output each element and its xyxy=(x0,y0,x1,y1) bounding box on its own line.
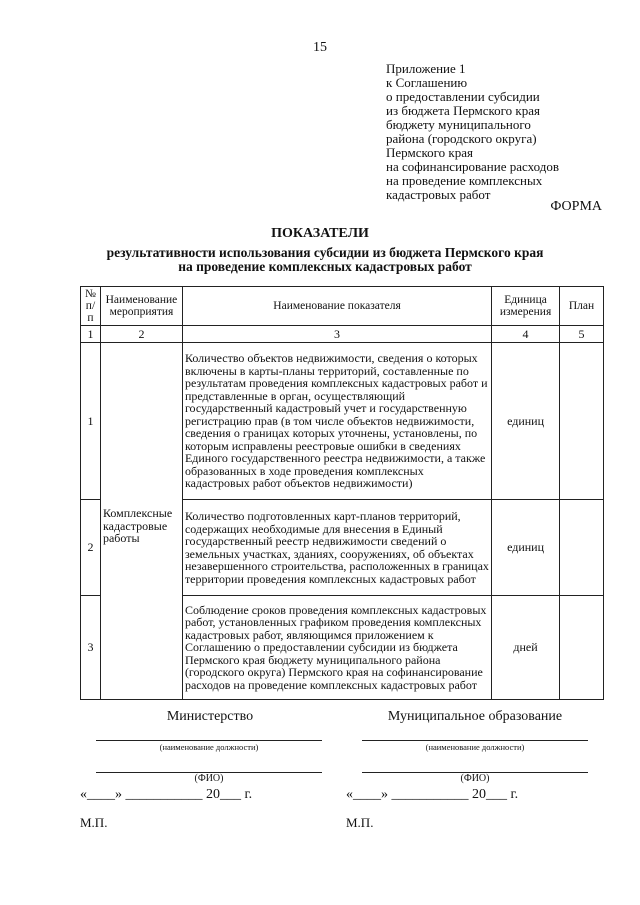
annex-line: бюджету муниципального xyxy=(386,117,531,132)
plan-value xyxy=(560,596,604,700)
indicator-name: Количество объектов недвижимости, сведения о которых включены в карты-планы территорий, составленные по результатам проведения комплексных кадастровых работ и представленные в орган, осуществляющий государственный кадастровый учет и государственную регистрацию прав (в том числе объектов недвижимости, сведения о границах которых уточнены, установлены, по которым исправлены реестровые ошибки в сведениях Единого государственного реестра недвижимости, а также образованных в ходе проведения комплексных кадастровых работ объектов недвижимости) xyxy=(182,343,491,500)
header-unit: Единица измерения xyxy=(492,287,560,326)
annex-line: Пермского края xyxy=(386,145,473,160)
form-label: ФОРМА xyxy=(550,199,602,214)
date-field: «____» ___________ 20___ г. xyxy=(346,787,519,802)
document-subtitle xyxy=(60,246,590,274)
stamp-label: М.П. xyxy=(80,815,108,830)
column-number: 3 xyxy=(182,326,491,343)
indicators-table xyxy=(80,286,604,700)
event-name: Комплексные кадастровые работы xyxy=(100,343,182,700)
table-row xyxy=(81,343,604,500)
annex-line: на проведение комплексных xyxy=(386,173,543,188)
plan-value xyxy=(560,343,604,500)
row-number: 1 xyxy=(81,343,101,500)
table-header-row xyxy=(81,287,604,326)
unit-value: единиц xyxy=(492,343,560,500)
header-plan: План xyxy=(560,287,604,326)
annex-line: из бюджета Пермского края xyxy=(386,103,541,118)
row-number: 2 xyxy=(81,500,101,596)
plan-value xyxy=(560,500,604,596)
position-caption: (наименование должности) xyxy=(159,742,259,752)
subtitle-line: результативности использования субсидии из бюджета Пермского края xyxy=(106,245,544,260)
position-line xyxy=(362,740,588,741)
unit-value: единиц xyxy=(492,500,560,596)
column-number: 2 xyxy=(100,326,182,343)
annex-reference xyxy=(386,62,626,202)
position-line xyxy=(96,740,322,741)
column-number: 1 xyxy=(81,326,101,343)
document-title: ПОКАЗАТЕЛИ xyxy=(271,226,369,241)
row-number: 3 xyxy=(81,596,101,700)
date-field: «____» ___________ 20___ г. xyxy=(80,787,253,802)
municipality-title: Муниципальное образование xyxy=(387,709,563,724)
header-num: № п/п xyxy=(81,287,101,326)
annex-line: к Соглашению xyxy=(386,75,468,90)
annex-line: на софинансирование расходов xyxy=(386,159,559,174)
fio-caption: (ФИО) xyxy=(194,773,224,784)
annex-line: кадастровых работ xyxy=(386,187,491,202)
column-number-row xyxy=(81,326,604,343)
unit-value: дней xyxy=(492,596,560,700)
column-number: 4 xyxy=(492,326,560,343)
header-event: Наименование мероприятия xyxy=(100,287,182,326)
annex-line: района (городского округа) xyxy=(386,131,537,146)
fio-caption: (ФИО) xyxy=(460,773,490,784)
stamp-label: М.П. xyxy=(346,815,374,830)
indicator-name: Соблюдение сроков проведения комплексных кадастровых работ, установленных графиком проведения комплексных кадастровых работ, являющимся приложением к Соглашению о предоставлении субсидии из бюджета Пермского края бюджету муниципального района (городского округа) Пермского края на софинансирование расходов на проведение комплексных кадастровых работ xyxy=(182,596,491,700)
subtitle-line: на проведение комплексных кадастровых работ xyxy=(178,259,472,274)
page-number: 15 xyxy=(313,40,327,55)
position-caption: (наименование должности) xyxy=(425,742,525,752)
annex-line: о предоставлении субсидии xyxy=(386,89,540,104)
header-indicator: Наименование показателя xyxy=(182,287,491,326)
column-number: 5 xyxy=(560,326,604,343)
indicator-name: Количество подготовленных карт-планов территорий, содержащих необходимые для внесения в Единый государственный реестр недвижимости сведений о земельных участках, зданиях, сооружениях, об объектах незавершенного строительства, расположенных в границах территории проведения комплексных кадастровых работ xyxy=(182,500,491,596)
annex-line: Приложение 1 xyxy=(386,61,466,76)
ministry-title: Министерство xyxy=(166,709,254,724)
